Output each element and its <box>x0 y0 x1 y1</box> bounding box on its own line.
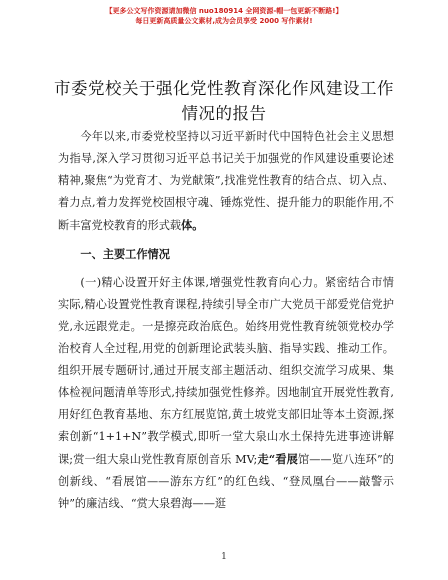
document-title-line2: 情况的报告 <box>181 104 267 123</box>
promo-banner <box>0 6 448 26</box>
promo-banner-line2: 每日更新高质量公文素材,成为会员享受 2000 写作素材! <box>135 17 313 25</box>
intro-paragraph <box>58 126 394 237</box>
document-body <box>58 126 394 515</box>
page-number: 1 <box>221 552 227 562</box>
document-title-line1: 市委党校关于强化党性教育深化作风建设工作 <box>54 79 394 98</box>
document-title <box>0 76 448 126</box>
section1-text-continued: 馆——览八连环”的创新线、“看展馆——游东方红”的红色线、“登凤凰台——敲警示钟”的廉洁线、“赏大泉碧海——逛 <box>58 453 394 510</box>
section1-bold-phrase: 走“看展 <box>257 452 298 466</box>
intro-bold-tail: 体。 <box>181 218 204 232</box>
section1-text: (一)精心设置开好主体课,增强党性教育向心力。紧密结合市情实际,精心设置党性教育课程,持续引导全市广大党员干部爱党信党护党,永远跟党走。一是擦亮政治底色。始终用党性教育统领党校办学治校育人全过程,用党的创新理论武装头脑、指导实践、推动工作。组织开展专题研讨,通过开展支部主题活动、组织交流学习成果、集体检视问题清单等形式,持续加强党性修养。因地制宜开展党性教育,用好红色教育基地、东方红展览馆,黄土坡党支部旧址等本土资源,探索创新“1+1+N”教学模式,即听一堂大泉山水土保持先进事迹讲解课;赏一组大泉山党性教育原创音乐 MV; <box>58 276 394 466</box>
section1-paragraph <box>58 272 394 515</box>
intro-text: 今年以来,市委党校坚持以习近平新时代中国特色社会主义思想为指导,深入学习贯彻习近平总书记关于加强党的作风建设重要论述精神,聚焦“为党育才、为党献策”,找准党性教育的结合点、切入点、着力点,着力发挥党校固根守魂、锤炼党性、提升能力的职能作用,不断丰富党校教育的形式载 <box>58 130 394 232</box>
promo-banner-line1: 【更多公文写作资源请加微信 nuo180914 全网资源-帽一包更新不断路!】 <box>105 7 343 15</box>
section-heading: 一、主要工作情况 <box>80 248 170 261</box>
